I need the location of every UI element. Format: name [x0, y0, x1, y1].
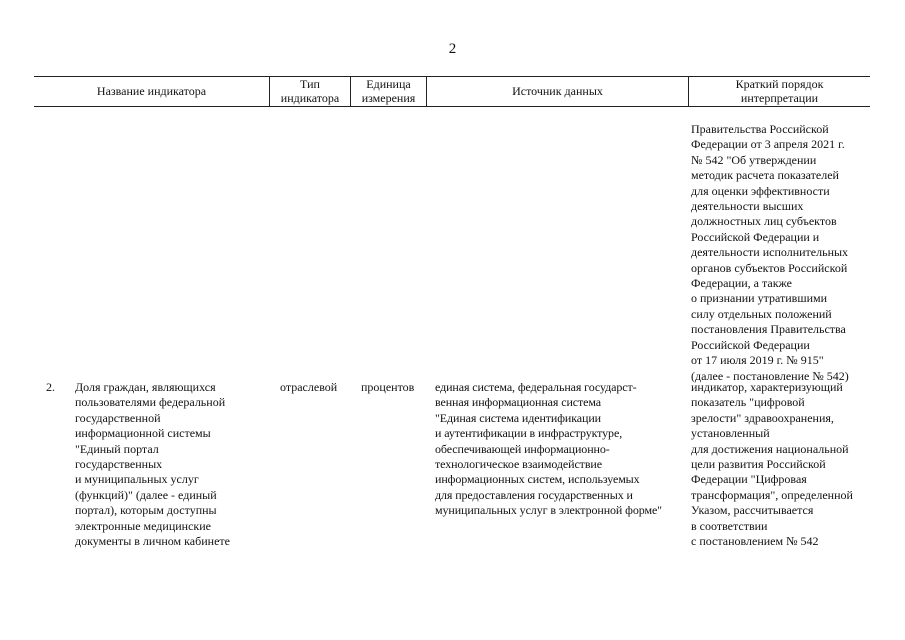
header-indicator-type-label: Тип индикатора [280, 77, 340, 105]
data-source: единая система, федеральная государст- венная информационная система "Единая система идентификации и аутентификации в инфраструктуре, обеспечивающей информационно- технологическое взаимодействие информационных систем, используемых для предоставления государственных и муниципальных услуг в электронной форме" [435, 380, 662, 518]
unit-of-measure: процентов [361, 380, 415, 394]
row-number: 2. [46, 380, 55, 394]
header-interpretation [689, 76, 870, 107]
header-indicator-name-label: Название индикатора [96, 83, 207, 98]
header-data-source [427, 76, 688, 107]
interpretation-continuation: Правительства Российской Федерации от 3 апреля 2021 г. № 542 "Об утверждении методик расчета показателей для оценки эффективности деятельности высших должностных лиц субъектов Российской Федерации и деятельности исполнительных органов субъектов Российской Федерации, а также о признании утратившими силу отдельных положений постановления Правительства Российской Федерации от 17 июля 2019 г. № 915" (далее - постановление № 542) [691, 122, 849, 383]
header-interpretation-label: Краткий порядок интерпретации [735, 77, 824, 105]
header-data-source-label: Источник данных [512, 83, 603, 98]
header-unit-label: Единица измерения [361, 77, 416, 105]
header-unit [351, 76, 426, 107]
indicator-name: Доля граждан, являющихся пользователями федеральной государственной информационной системы "Единый портал государственных и муниципальных услуг (функций)" (далее - единый портал), которым доступны электронные медицинские документы в личном кабинете [75, 380, 230, 549]
interpretation: индикатор, характеризующий показатель "цифровой зрелости" здравоохранения, установленный для достижения национальной цели развития Российской Федерации "Цифровая трансформация", определенной Указом, рассчитывается в соответствии с постановлением № 542 [691, 380, 853, 549]
header-indicator-type [270, 76, 350, 107]
header-indicator-name [34, 76, 269, 107]
indicator-type: отраслевой [280, 380, 338, 394]
page-number: 2 [448, 41, 457, 57]
